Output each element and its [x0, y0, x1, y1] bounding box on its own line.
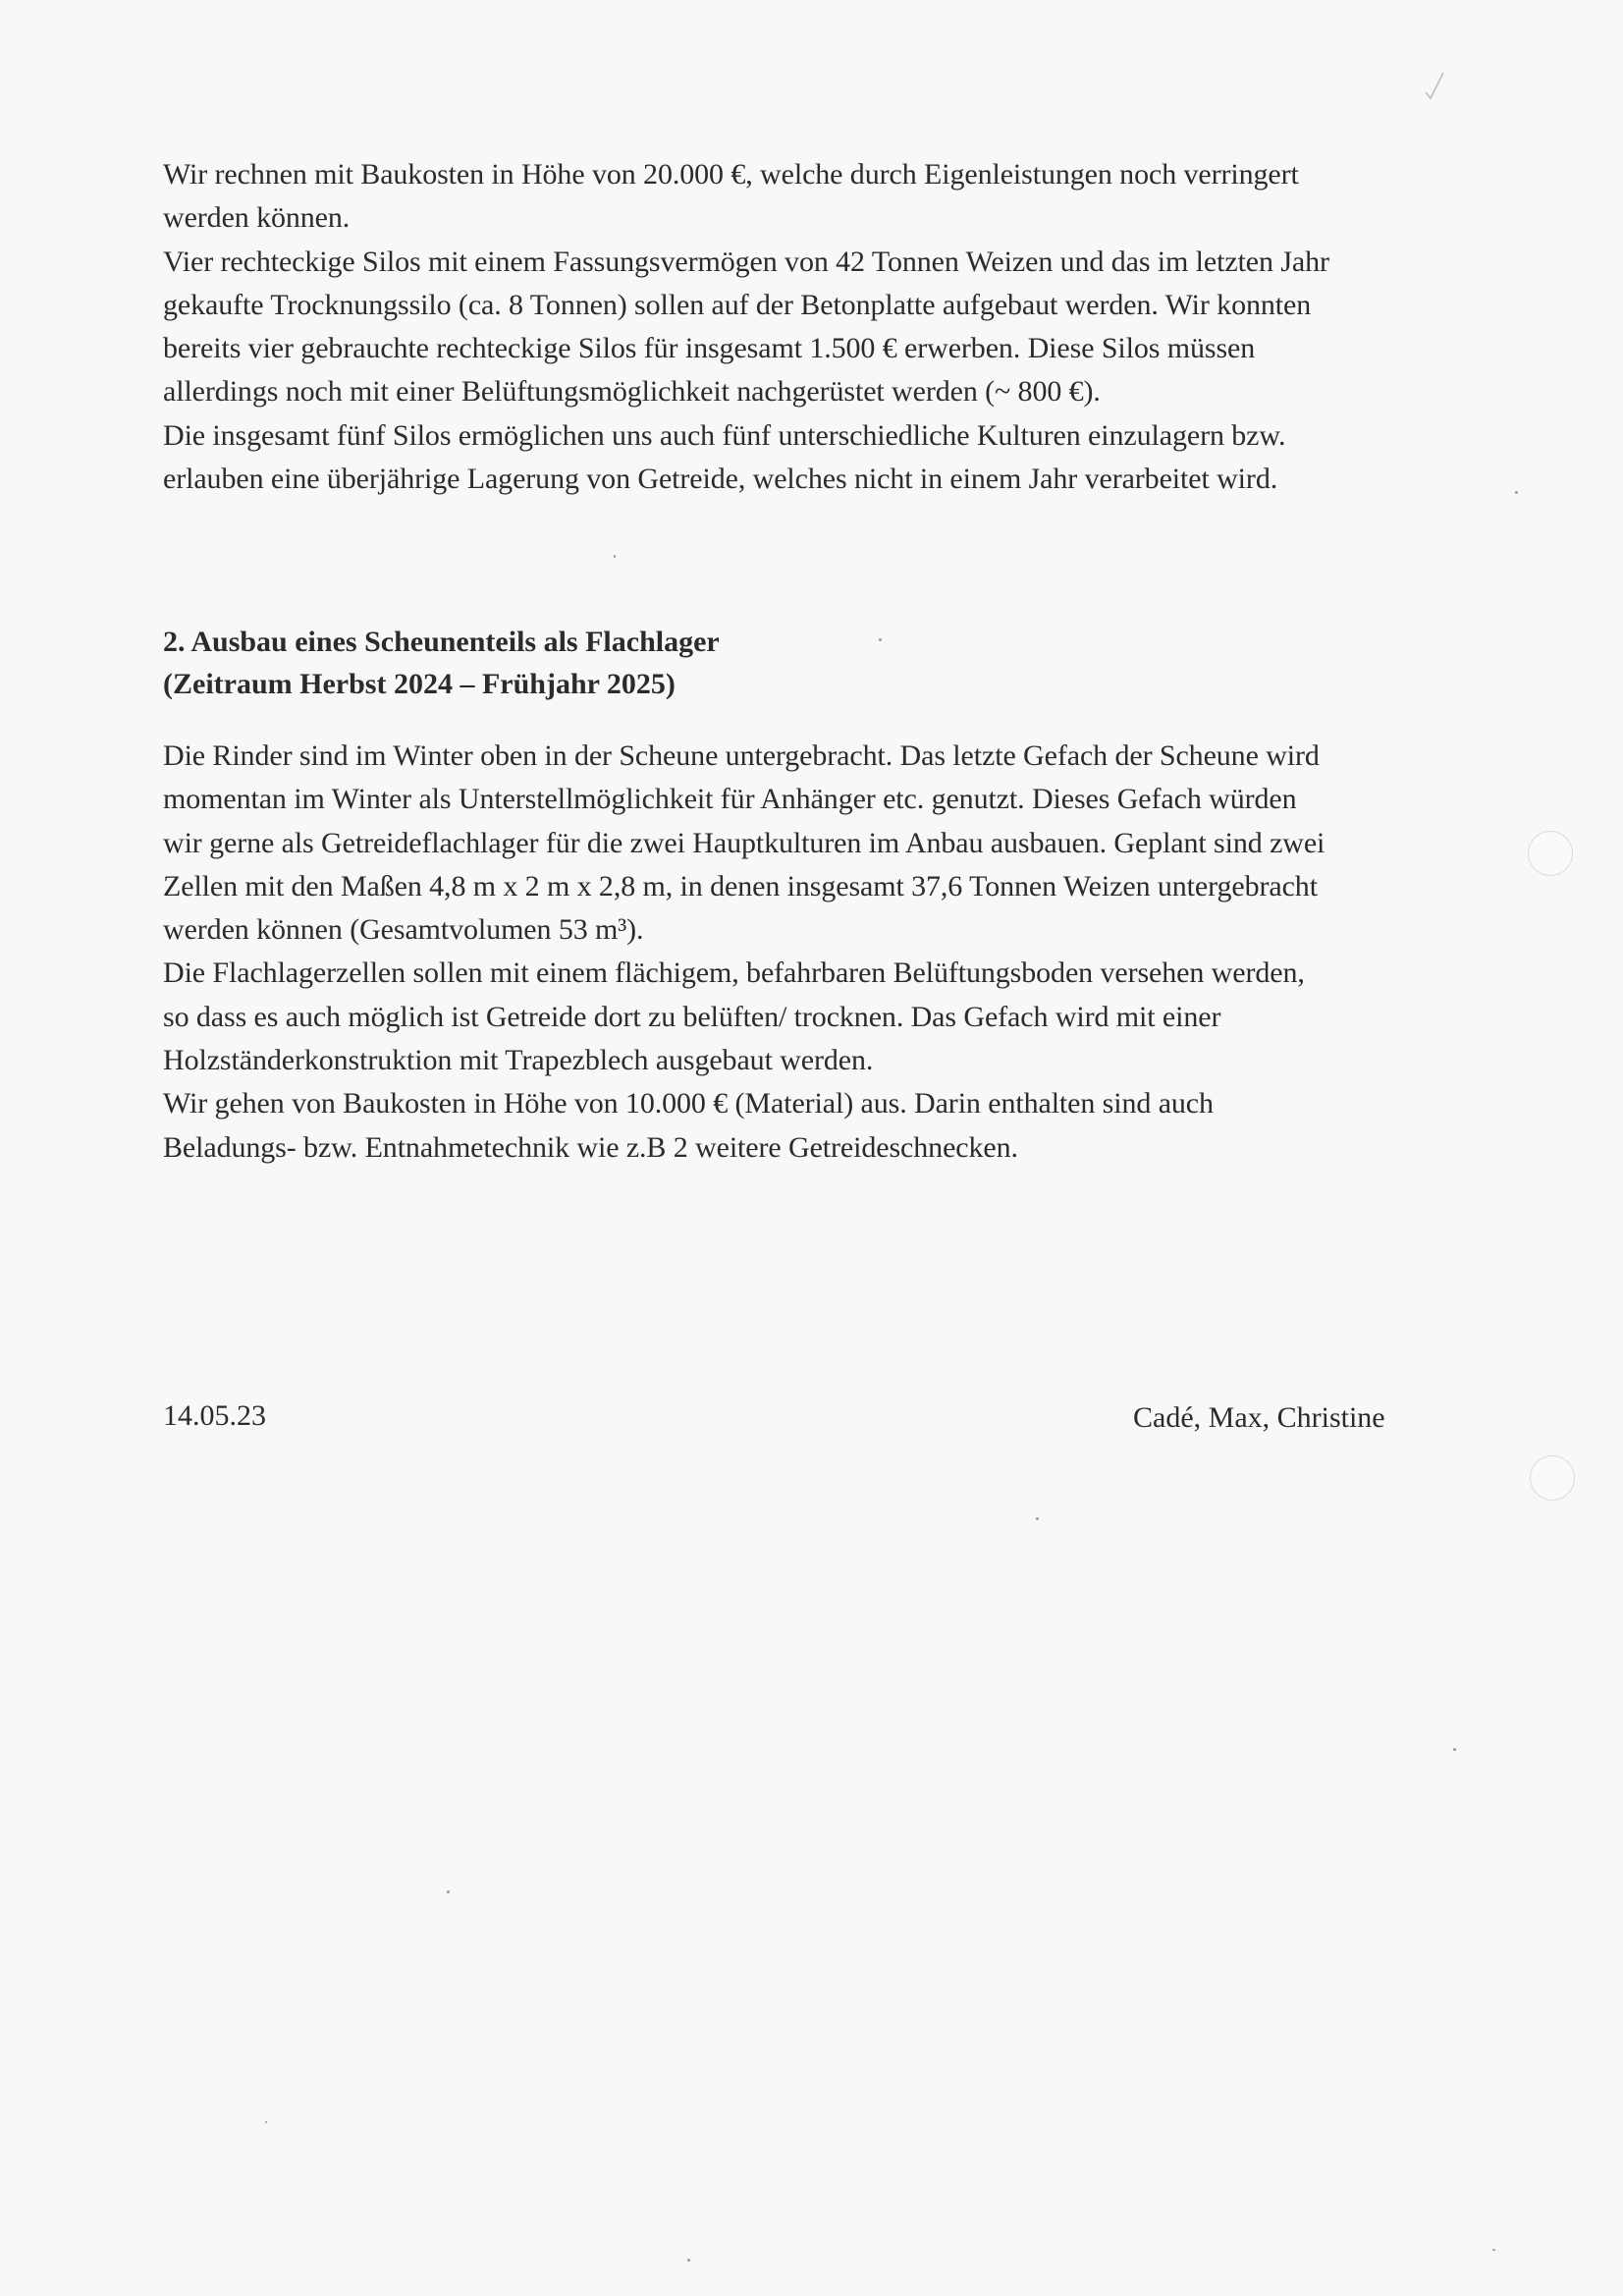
text-line: Wir gehen von Baukosten in Höhe von 10.000 € (Material) aus. Darin enthalten sind auch — [163, 1087, 1214, 1121]
signatories: Cadé, Max, Christine — [1133, 1401, 1385, 1434]
scan-speck — [614, 555, 616, 558]
section-body — [163, 735, 1538, 1170]
text-line: so dass es auch möglich ist Getreide dort zu belüften/ trocknen. Das Gefach wird mit einer — [163, 1000, 1221, 1033]
scan-speck — [879, 638, 882, 641]
text-line: werden können (Gesamtvolumen 53 m³). — [163, 913, 644, 947]
text-line: allerdings noch mit einer Belüftungsmöglichkeit nachgerüstet werden (~ 800 €). — [163, 375, 1101, 409]
text-line: Die Flachlagerzellen sollen mit einem flächigem, befahrbaren Belüftungsboden versehen werden, — [163, 957, 1305, 990]
pen-mark-icon — [1424, 71, 1445, 100]
section-subtitle: (Zeitraum Herbst 2024 – Frühjahr 2025) — [163, 668, 676, 700]
text-line: Wir rechnen mit Baukosten in Höhe von 20.000 €, welche durch Eigenleistungen noch verringert — [163, 158, 1299, 191]
text-line: bereits vier gebrauchte rechteckige Silos für insgesamt 1.500 € erwerben. Diese Silos müssen — [163, 332, 1256, 365]
scan-speck — [1036, 1517, 1039, 1520]
scan-speck — [1515, 491, 1518, 494]
text-line: Die Rinder sind im Winter oben in der Scheune untergebracht. Das letzte Gefach der Scheune wird — [163, 739, 1320, 772]
scan-speck — [687, 2259, 690, 2262]
scan-speck — [447, 1890, 450, 1893]
scan-speck — [265, 2121, 267, 2123]
punch-hole-icon — [1528, 831, 1573, 876]
text-line: werden können. — [163, 201, 351, 235]
text-line: Beladungs- bzw. Entnahmetechnik wie z.B 2 weitere Getreideschnecken. — [163, 1130, 1018, 1164]
section-title: 2. Ausbau eines Scheunenteils als Flachlager — [163, 626, 720, 658]
scan-speck — [1492, 2249, 1495, 2251]
scan-speck — [1453, 1748, 1456, 1751]
text-line: wir gerne als Getreideflachlager für die zwei Hauptkulturen im Anbau ausbauen. Geplant sind zwei — [163, 826, 1325, 859]
section-heading — [163, 621, 1538, 705]
text-line: Vier rechteckige Silos mit einem Fassungsvermögen von 42 Tonnen Weizen und das im letzten Jahr — [163, 245, 1329, 278]
text-line: Die insgesamt fünf Silos ermöglichen uns auch fünf unterschiedliche Kulturen einzulagern bzw. — [163, 418, 1286, 452]
text-line: erlauben eine überjährige Lagerung von Getreide, welches nicht in einem Jahr verarbeitet wird. — [163, 463, 1278, 496]
text-line: momentan im Winter als Unterstellmöglichkeit für Anhänger etc. genutzt. Dieses Gefach würden — [163, 783, 1297, 816]
text-line: Zellen mit den Maßen 4,8 m x 2 m x 2,8 m, in denen insgesamt 37,6 Tonnen Weizen untergebracht — [163, 869, 1318, 902]
document-date: 14.05.23 — [163, 1399, 266, 1432]
text-line: Holzständerkonstruktion mit Trapezblech ausgebaut werden. — [163, 1044, 874, 1077]
intro-paragraph — [163, 153, 1538, 501]
text-line: gekaufte Trocknungssilo (ca. 8 Tonnen) sollen auf der Betonplatte aufgebaut werden. Wir konnten — [163, 288, 1312, 321]
punch-hole-icon — [1530, 1455, 1575, 1501]
